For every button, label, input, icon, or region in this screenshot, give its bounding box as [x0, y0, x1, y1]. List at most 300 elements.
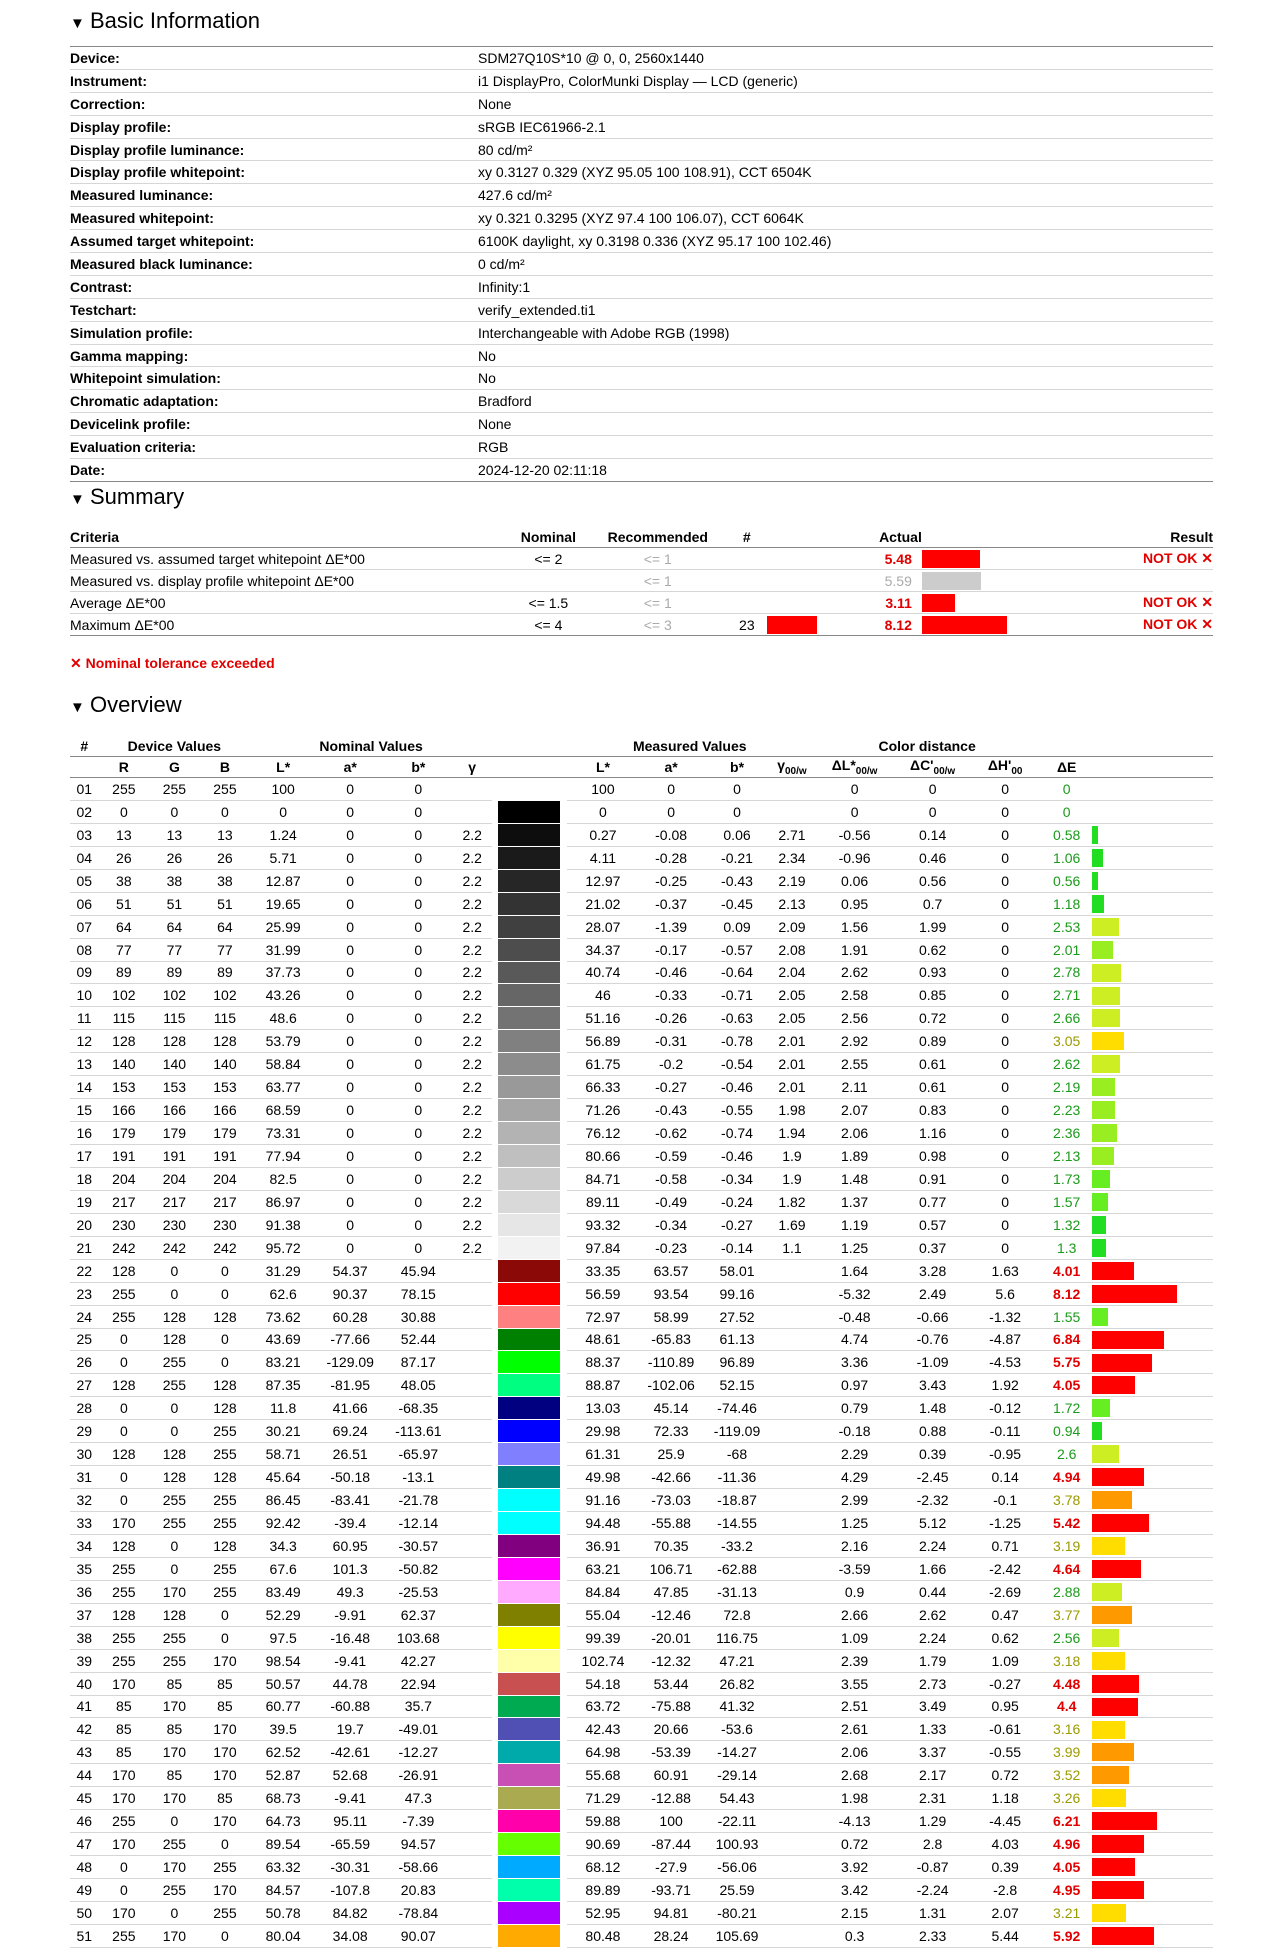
- nominal-b: -21.78: [384, 1489, 452, 1512]
- delta-e-bar: [1092, 1560, 1141, 1578]
- overview-row: [70, 1259, 1213, 1282]
- delta-h: 0.47: [969, 1603, 1042, 1626]
- delta-e-bar: [1092, 1422, 1102, 1440]
- nominal-b: 0: [384, 846, 452, 869]
- color-swatch: [498, 1053, 560, 1075]
- measured-l: 36.91: [567, 1534, 640, 1557]
- delta-e-bar: [1092, 1262, 1134, 1280]
- col-header: [639, 757, 703, 778]
- color-swatch-cell: [492, 1374, 567, 1397]
- device-g: 204: [149, 1167, 200, 1190]
- measured-gamma: 2.01: [771, 1053, 813, 1076]
- nominal-l: 68.73: [250, 1787, 316, 1810]
- delta-h: -2.42: [969, 1557, 1042, 1580]
- delta-e-bar-cell: [1092, 1030, 1213, 1053]
- delta-e: 3.52: [1041, 1764, 1092, 1787]
- delta-e: 1.3: [1041, 1236, 1092, 1259]
- color-swatch-cell: [492, 1397, 567, 1420]
- delta-e-bar: [1092, 1743, 1134, 1761]
- summary-count-bar: [767, 548, 838, 570]
- measured-b: -0.34: [703, 1167, 771, 1190]
- delta-e: 2.01: [1041, 938, 1092, 961]
- color-swatch-cell: [492, 1741, 567, 1764]
- basic-info-row: [70, 207, 1213, 230]
- nominal-l: 1.24: [250, 823, 316, 846]
- delta-l: 2.55: [813, 1053, 897, 1076]
- summary-count-bar: [767, 570, 838, 592]
- nominal-b: -78.84: [384, 1901, 452, 1924]
- summary-table: [70, 527, 1213, 636]
- col-header: [200, 757, 251, 778]
- device-r: 255: [99, 1924, 150, 1947]
- summary-nominal: <= 1.5: [508, 592, 589, 614]
- overview-row: [70, 1695, 1213, 1718]
- summary-criteria: Maximum ΔE*00: [70, 614, 508, 636]
- nominal-b: 0: [384, 1190, 452, 1213]
- overview-row: [70, 1626, 1213, 1649]
- device-b: 170: [200, 1718, 251, 1741]
- summary-row: [70, 570, 1213, 592]
- delta-c: 1.79: [896, 1649, 969, 1672]
- summary-result: NOT OK ✕: [1064, 592, 1213, 614]
- delta-h: 4.03: [969, 1833, 1042, 1856]
- nominal-l: 50.57: [250, 1672, 316, 1695]
- patch-num: 23: [70, 1282, 99, 1305]
- device-g: 85: [149, 1672, 200, 1695]
- overview-heading[interactable]: ▼ Overview: [70, 692, 182, 717]
- delta-e-bar-cell: [1092, 1076, 1213, 1099]
- delta-e: 4.01: [1041, 1259, 1092, 1282]
- device-b: 85: [200, 1695, 251, 1718]
- measured-l: 33.35: [567, 1259, 640, 1282]
- color-swatch-cell: [492, 1420, 567, 1443]
- device-r: 0: [99, 1351, 150, 1374]
- delta-e-bar-cell: [1092, 1259, 1213, 1282]
- measured-l: 94.48: [567, 1512, 640, 1535]
- nominal-b: -12.14: [384, 1512, 452, 1535]
- nominal-a: 41.66: [316, 1397, 384, 1420]
- nominal-gamma: 2.2: [452, 892, 492, 915]
- col-header-label: B: [219, 759, 230, 775]
- delta-l: 2.16: [813, 1534, 897, 1557]
- color-swatch-cell: [492, 823, 567, 846]
- delta-c: 1.33: [896, 1718, 969, 1741]
- delta-e-bar: [1092, 1331, 1164, 1349]
- nominal-gamma: [452, 1764, 492, 1787]
- color-swatch: [498, 1856, 560, 1878]
- measured-a: -73.03: [639, 1489, 703, 1512]
- device-g: 191: [149, 1145, 200, 1168]
- color-swatch: [498, 1191, 560, 1213]
- device-r: 128: [99, 1443, 150, 1466]
- device-g: 0: [149, 1282, 200, 1305]
- delta-e-bar-cell: [1092, 1420, 1213, 1443]
- delta-l: 1.09: [813, 1626, 897, 1649]
- delta-l: 3.92: [813, 1856, 897, 1879]
- measured-l: 64.98: [567, 1741, 640, 1764]
- summary-heading[interactable]: ▼ Summary: [70, 484, 185, 509]
- delta-e: 1.57: [1041, 1190, 1092, 1213]
- delta-h: 0: [969, 1007, 1042, 1030]
- patch-num: 12: [70, 1030, 99, 1053]
- delta-l: 2.39: [813, 1649, 897, 1672]
- delta-c: 1.29: [896, 1810, 969, 1833]
- nominal-b: -13.1: [384, 1466, 452, 1489]
- device-b: 170: [200, 1879, 251, 1902]
- measured-b: -0.46: [703, 1076, 771, 1099]
- color-swatch-cell: [492, 1007, 567, 1030]
- basic-info-value: Interchangeable with Adobe RGB (1998): [478, 321, 1213, 344]
- nominal-gamma: [452, 1374, 492, 1397]
- color-swatch: [498, 1489, 560, 1511]
- nominal-gamma: [452, 1420, 492, 1443]
- delta-e: 8.12: [1041, 1282, 1092, 1305]
- delta-e-bar: [1092, 1721, 1125, 1739]
- measured-l: 63.72: [567, 1695, 640, 1718]
- nominal-b: 48.05: [384, 1374, 452, 1397]
- overview-row: [70, 1534, 1213, 1557]
- col-header: [316, 757, 384, 778]
- nominal-b: -30.57: [384, 1534, 452, 1557]
- delta-c: 0: [896, 800, 969, 823]
- nominal-b: 45.94: [384, 1259, 452, 1282]
- device-g: 102: [149, 984, 200, 1007]
- nominal-l: 34.3: [250, 1534, 316, 1557]
- measured-gamma: [771, 1764, 813, 1787]
- patch-num: 25: [70, 1328, 99, 1351]
- summary-nominal: <= 2: [508, 548, 589, 570]
- delta-e-bar: [1092, 1491, 1132, 1509]
- delta-e-bar: [1092, 1147, 1114, 1165]
- overview-row: [70, 1787, 1213, 1810]
- overview-row: [70, 1213, 1213, 1236]
- delta-e-bar-cell: [1092, 1741, 1213, 1764]
- basic-info-table: [70, 46, 1213, 482]
- device-b: 242: [200, 1236, 251, 1259]
- device-b: 102: [200, 984, 251, 1007]
- device-g: 166: [149, 1099, 200, 1122]
- color-swatch: [498, 1306, 560, 1328]
- device-r: 85: [99, 1741, 150, 1764]
- device-r: 128: [99, 1534, 150, 1557]
- summary-count-bar: [767, 592, 838, 614]
- nominal-gamma: [452, 1833, 492, 1856]
- device-r: 170: [99, 1833, 150, 1856]
- measured-a: -0.31: [639, 1030, 703, 1053]
- basic-info-heading[interactable]: ▼ Basic Information: [70, 8, 260, 33]
- measured-gamma: [771, 1810, 813, 1833]
- measured-l: 93.32: [567, 1213, 640, 1236]
- delta-l: 1.19: [813, 1213, 897, 1236]
- device-g: 255: [149, 1374, 200, 1397]
- device-r: 77: [99, 938, 150, 961]
- nominal-l: 83.49: [250, 1580, 316, 1603]
- delta-l: -0.96: [813, 846, 897, 869]
- nominal-l: 0: [250, 800, 316, 823]
- color-swatch: [498, 1902, 560, 1924]
- nominal-l: 58.84: [250, 1053, 316, 1076]
- delta-c: 2.24: [896, 1534, 969, 1557]
- measured-gamma: [771, 1924, 813, 1947]
- measured-l: 40.74: [567, 961, 640, 984]
- nominal-a: 0: [316, 1145, 384, 1168]
- group-bar: [1092, 736, 1213, 757]
- device-b: 217: [200, 1190, 251, 1213]
- nominal-b: -50.82: [384, 1557, 452, 1580]
- delta-h: 0: [969, 800, 1042, 823]
- nominal-l: 58.71: [250, 1443, 316, 1466]
- patch-num: 01: [70, 778, 99, 801]
- delta-e: 3.05: [1041, 1030, 1092, 1053]
- nominal-a: -83.41: [316, 1489, 384, 1512]
- measured-b: -0.64: [703, 961, 771, 984]
- color-swatch: [498, 1696, 560, 1718]
- nominal-b: -49.01: [384, 1718, 452, 1741]
- measured-b: -0.55: [703, 1099, 771, 1122]
- measured-gamma: [771, 1420, 813, 1443]
- delta-c: 0.88: [896, 1420, 969, 1443]
- group-swatch: [492, 736, 567, 757]
- measured-gamma: 1.9: [771, 1167, 813, 1190]
- delta-e: 3.21: [1041, 1901, 1092, 1924]
- delta-e-bar: [1092, 1835, 1144, 1853]
- delta-e: 3.78: [1041, 1489, 1092, 1512]
- color-swatch: [498, 847, 560, 869]
- delta-e: 1.32: [1041, 1213, 1092, 1236]
- delta-e: 6.21: [1041, 1810, 1092, 1833]
- basic-info-value: RGB: [478, 436, 1213, 459]
- delta-h: -0.12: [969, 1397, 1042, 1420]
- delta-e: 1.18: [1041, 892, 1092, 915]
- nominal-a: 19.7: [316, 1718, 384, 1741]
- measured-a: -0.17: [639, 938, 703, 961]
- basic-info-key: Date:: [70, 459, 478, 482]
- nominal-b: 0: [384, 1236, 452, 1259]
- delta-e-bar: [1092, 1239, 1106, 1257]
- color-swatch: [498, 1420, 560, 1442]
- summary-count: [726, 548, 767, 570]
- basic-info-row: [70, 69, 1213, 92]
- measured-gamma: [771, 778, 813, 801]
- patch-num: 13: [70, 1053, 99, 1076]
- delta-e-bar-cell: [1092, 823, 1213, 846]
- measured-gamma: [771, 1534, 813, 1557]
- delta-e-bar-cell: [1092, 800, 1213, 823]
- device-b: 0: [200, 1833, 251, 1856]
- measured-b: 0: [703, 778, 771, 801]
- nominal-a: 60.95: [316, 1534, 384, 1557]
- col-header-label: γ: [468, 759, 477, 775]
- color-swatch: [498, 1581, 560, 1603]
- nominal-b: 0: [384, 1076, 452, 1099]
- delta-c: 0.57: [896, 1213, 969, 1236]
- color-swatch-cell: [492, 1236, 567, 1259]
- nominal-l: 25.99: [250, 915, 316, 938]
- basic-info-row: [70, 253, 1213, 276]
- col-header-subscript: 00: [1011, 765, 1023, 777]
- measured-l: 4.11: [567, 846, 640, 869]
- measured-gamma: [771, 1672, 813, 1695]
- nominal-b: 35.7: [384, 1695, 452, 1718]
- device-r: 170: [99, 1512, 150, 1535]
- measured-gamma: [771, 1466, 813, 1489]
- delta-e: 2.71: [1041, 984, 1092, 1007]
- device-b: 0: [200, 1282, 251, 1305]
- delta-e: 4.95: [1041, 1879, 1092, 1902]
- measured-gamma: [771, 1626, 813, 1649]
- overview-row: [70, 1649, 1213, 1672]
- col-header: [70, 757, 99, 778]
- nominal-b: -65.97: [384, 1443, 452, 1466]
- nominal-a: 0: [316, 938, 384, 961]
- nominal-b: 62.37: [384, 1603, 452, 1626]
- delta-e: 4.48: [1041, 1672, 1092, 1695]
- delta-e-bar: [1092, 1675, 1139, 1693]
- basic-info-value: 2024-12-20 02:11:18: [478, 459, 1213, 482]
- delta-e-bar: [1092, 895, 1104, 913]
- overview-row: [70, 846, 1213, 869]
- patch-num: 04: [70, 846, 99, 869]
- measured-gamma: 2.05: [771, 984, 813, 1007]
- delta-e-bar-cell: [1092, 1397, 1213, 1420]
- patch-num: 24: [70, 1305, 99, 1328]
- measured-l: 0: [567, 800, 640, 823]
- measured-gamma: 1.69: [771, 1213, 813, 1236]
- overview-row: [70, 1190, 1213, 1213]
- nominal-b: 42.27: [384, 1649, 452, 1672]
- nominal-l: 97.5: [250, 1626, 316, 1649]
- basic-info-key: Devicelink profile:: [70, 413, 478, 436]
- patch-num: 06: [70, 892, 99, 915]
- device-b: 128: [200, 1534, 251, 1557]
- overview-row: [70, 1443, 1213, 1466]
- delta-c: 0.93: [896, 961, 969, 984]
- nominal-a: -50.18: [316, 1466, 384, 1489]
- nominal-b: 0: [384, 1053, 452, 1076]
- delta-h: 5.44: [969, 1924, 1042, 1947]
- delta-e-bar: [1092, 1812, 1157, 1830]
- collapse-triangle-icon: ▼: [70, 15, 85, 32]
- delta-e: 3.18: [1041, 1649, 1092, 1672]
- measured-l: 88.87: [567, 1374, 640, 1397]
- device-r: 170: [99, 1672, 150, 1695]
- nominal-gamma: [452, 1557, 492, 1580]
- measured-l: 52.95: [567, 1901, 640, 1924]
- device-b: 0: [200, 800, 251, 823]
- device-g: 230: [149, 1213, 200, 1236]
- device-g: 255: [149, 1833, 200, 1856]
- color-swatch: [498, 1673, 560, 1695]
- measured-b: 26.82: [703, 1672, 771, 1695]
- color-swatch-cell: [492, 915, 567, 938]
- nominal-a: -107.8: [316, 1879, 384, 1902]
- color-swatch-cell: [492, 1190, 567, 1213]
- basic-info-value: SDM27Q10S*10 @ 0, 0, 2560x1440: [478, 47, 1213, 70]
- measured-gamma: [771, 1580, 813, 1603]
- nominal-gamma: [452, 1580, 492, 1603]
- nominal-a: 52.68: [316, 1764, 384, 1787]
- overview-row: [70, 1603, 1213, 1626]
- delta-c: 0.72: [896, 1007, 969, 1030]
- device-g: 26: [149, 846, 200, 869]
- overview-row: [70, 1466, 1213, 1489]
- delta-l: 2.66: [813, 1603, 897, 1626]
- nominal-l: 100: [250, 778, 316, 801]
- delta-h: 1.09: [969, 1649, 1042, 1672]
- measured-b: -74.46: [703, 1397, 771, 1420]
- delta-h: -0.95: [969, 1443, 1042, 1466]
- color-swatch: [498, 1925, 560, 1947]
- device-r: 0: [99, 1856, 150, 1879]
- col-actual-bar: [922, 527, 1064, 548]
- delta-h: -2.8: [969, 1879, 1042, 1902]
- delta-c: -0.87: [896, 1856, 969, 1879]
- measured-b: -119.09: [703, 1420, 771, 1443]
- delta-l: 2.15: [813, 1901, 897, 1924]
- measured-gamma: [771, 1879, 813, 1902]
- delta-l: 2.62: [813, 961, 897, 984]
- patch-num: 18: [70, 1167, 99, 1190]
- delta-l: 0: [813, 778, 897, 801]
- delta-l: 2.99: [813, 1489, 897, 1512]
- delta-e: 2.66: [1041, 1007, 1092, 1030]
- measured-gamma: 2.34: [771, 846, 813, 869]
- overview-row: [70, 800, 1213, 823]
- measured-a: -0.2: [639, 1053, 703, 1076]
- summary-count: [726, 570, 767, 592]
- delta-e: 2.13: [1041, 1145, 1092, 1168]
- device-b: 170: [200, 1741, 251, 1764]
- overview-row: [70, 1282, 1213, 1305]
- device-b: 255: [200, 1489, 251, 1512]
- color-swatch-cell: [492, 1443, 567, 1466]
- col-criteria: Criteria: [70, 527, 508, 548]
- nominal-l: 98.54: [250, 1649, 316, 1672]
- measured-gamma: [771, 1718, 813, 1741]
- device-g: 128: [149, 1030, 200, 1053]
- delta-e-bar: [1092, 872, 1098, 890]
- summary-result: [1064, 570, 1213, 592]
- patch-num: 39: [70, 1649, 99, 1672]
- basic-info-row: [70, 390, 1213, 413]
- delta-e-bar: [1092, 1078, 1115, 1096]
- measured-a: -0.43: [639, 1099, 703, 1122]
- delta-e: 5.92: [1041, 1924, 1092, 1947]
- device-b: 128: [200, 1466, 251, 1489]
- nominal-l: 53.79: [250, 1030, 316, 1053]
- measured-gamma: 2.01: [771, 1076, 813, 1099]
- delta-e-bar: [1092, 987, 1120, 1005]
- nominal-a: 90.37: [316, 1282, 384, 1305]
- measured-b: -14.55: [703, 1512, 771, 1535]
- delta-l: 4.74: [813, 1328, 897, 1351]
- color-swatch-cell: [492, 1787, 567, 1810]
- device-r: 0: [99, 1489, 150, 1512]
- nominal-l: 87.35: [250, 1374, 316, 1397]
- device-b: 255: [200, 1580, 251, 1603]
- delta-e: 1.55: [1041, 1305, 1092, 1328]
- measured-b: -0.71: [703, 984, 771, 1007]
- col-header-label: b*: [730, 759, 745, 775]
- delta-e: 4.96: [1041, 1833, 1092, 1856]
- delta-h: 0: [969, 915, 1042, 938]
- nominal-b: -68.35: [384, 1397, 452, 1420]
- device-g: 128: [149, 1466, 200, 1489]
- measured-a: 58.99: [639, 1305, 703, 1328]
- measured-a: 106.71: [639, 1557, 703, 1580]
- color-swatch-cell: [492, 1282, 567, 1305]
- nominal-gamma: [452, 1741, 492, 1764]
